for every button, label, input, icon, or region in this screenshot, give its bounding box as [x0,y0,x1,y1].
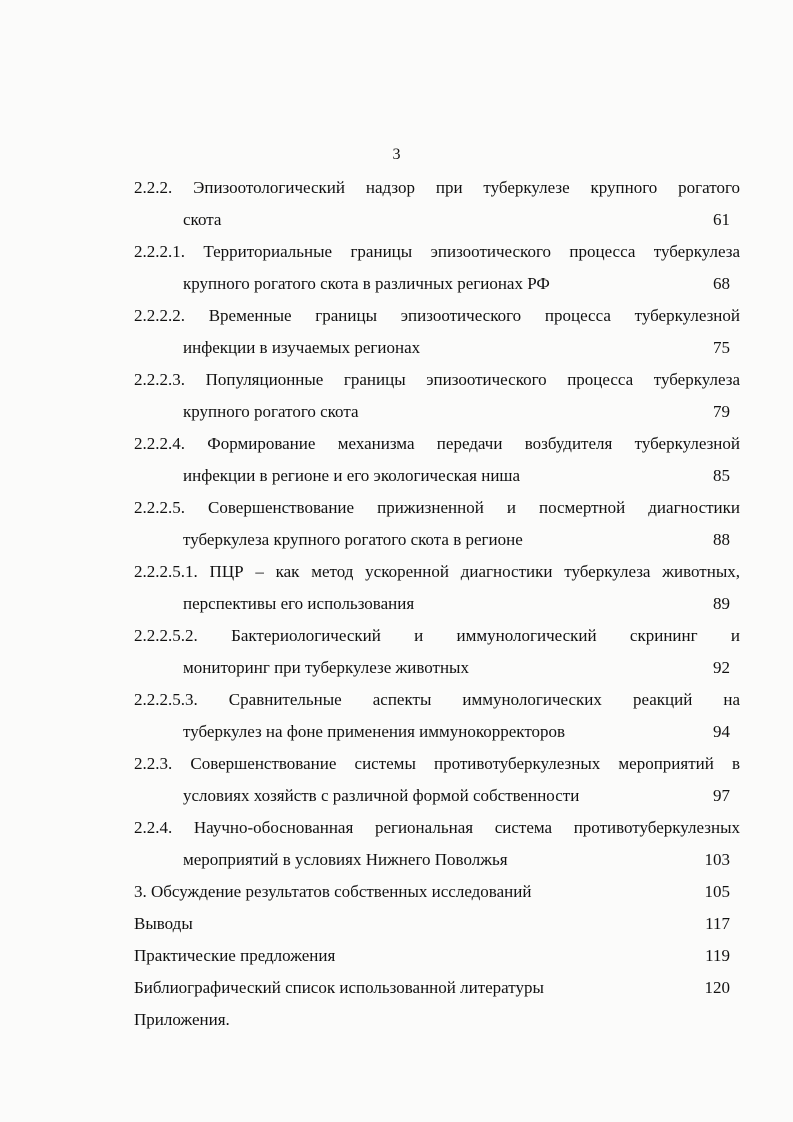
toc-entry-2-2-2-2 [134,300,740,364]
toc-page-number: 89 [713,594,730,613]
toc-entry-2-2-2-3 [134,364,740,428]
toc-entry-bibliography [134,972,740,1004]
toc-entry-title: 2.2.2.5.1. ПЦР – как метод ускоренной диагностики туберкулеза животных, [134,562,740,581]
toc-page-number: 120 [704,978,730,997]
toc-entry-title: Приложения. [134,1010,230,1029]
toc-entry-title-cont: условиях хозяйств с различной формой собственности [183,786,580,805]
toc-entry-title-cont: инфекции в изучаемых регионах [183,338,421,357]
toc-entry-title: 2.2.4. Научно-обоснованная региональная система противотуберкулезных [134,818,740,837]
toc-page-number: 103 [704,850,730,869]
toc-entry-title-cont: перспективы его использования [183,594,415,613]
toc-entry-2-2-3 [134,748,740,812]
toc-entry-title-cont: мероприятий в условиях Нижнего Поволжья [183,850,508,869]
toc-entry-2-2-2-5 [134,492,740,556]
toc-page-number: 79 [713,402,730,421]
table-of-contents [134,172,740,1036]
toc-entry-title: 2.2.2. Эпизоотологический надзор при туберкулезе крупного рогатого [134,178,740,197]
toc-entry-recommendations [134,940,740,972]
toc-entry-2-2-4 [134,812,740,876]
toc-entry-title-cont: крупного рогатого скота в различных регионах РФ [183,274,550,293]
toc-page-number: 85 [713,466,730,485]
toc-page-number: 119 [705,946,730,965]
toc-entry-title: 2.2.2.1. Территориальные границы эпизоотического процесса туберкулеза [134,242,740,261]
toc-page-number: 68 [713,274,730,293]
toc-entry-title: 2.2.3. Совершенствование системы противотуберкулезных мероприятий в [134,754,740,773]
toc-entry-title-cont: мониторинг при туберкулезе животных [183,658,469,677]
toc-entry-title: 2.2.2.5. Совершенствование прижизненной и посмертной диагностики [134,498,740,517]
toc-entry-title-cont: туберкулеза крупного рогатого скота в регионе [183,530,523,549]
toc-entry-appendices [134,1004,740,1036]
toc-entry-title-cont: инфекции в регионе и его экологическая ниша [183,466,521,485]
toc-entry-2-2-2-4 [134,428,740,492]
page-number: 3 [392,146,401,163]
toc-page-number: 94 [713,722,730,741]
toc-entry-conclusions [134,908,740,940]
toc-entry-title: 2.2.2.4. Формирование механизма передачи возбудителя туберкулезной [134,434,740,453]
toc-entry-2-2-2-5-1 [134,556,740,620]
toc-page-number: 75 [713,338,730,357]
toc-page-number: 92 [713,658,730,677]
toc-entry-2-2-2-5-2 [134,620,740,684]
toc-entry-title: Библиографический список использованной литературы [134,978,544,997]
toc-entry-title: 2.2.2.2. Временные границы эпизоотического процесса туберкулезной [134,306,740,325]
toc-entry-title: 3. Обсуждение результатов собственных исследований [134,882,532,901]
toc-entry-2-2-2 [134,172,740,236]
toc-entry-title-cont: туберкулез на фоне применения иммунокорректоров [183,722,566,741]
toc-entry-title: Выводы [134,914,193,933]
toc-entry-title: 2.2.2.3. Популяционные границы эпизоотического процесса туберкулеза [134,370,740,389]
toc-page-number: 88 [713,530,730,549]
toc-entry-title: 2.2.2.5.2. Бактериологический и иммунологический скрининг и [134,626,740,645]
toc-entry-2-2-2-5-3 [134,684,740,748]
toc-page-number: 97 [713,786,730,805]
toc-entry-2-2-2-1 [134,236,740,300]
toc-entry-title: Практические предложения [134,946,336,965]
toc-page-number: 61 [713,210,730,229]
toc-entry-title-cont: крупного рогатого скота [183,402,359,421]
toc-entry-discussion [134,876,740,908]
toc-entry-title-cont: скота [183,210,222,229]
toc-entry-title: 2.2.2.5.3. Сравнительные аспекты иммунологических реакций на [134,690,740,709]
toc-page-number: 105 [704,882,730,901]
toc-page-number: 117 [705,914,730,933]
